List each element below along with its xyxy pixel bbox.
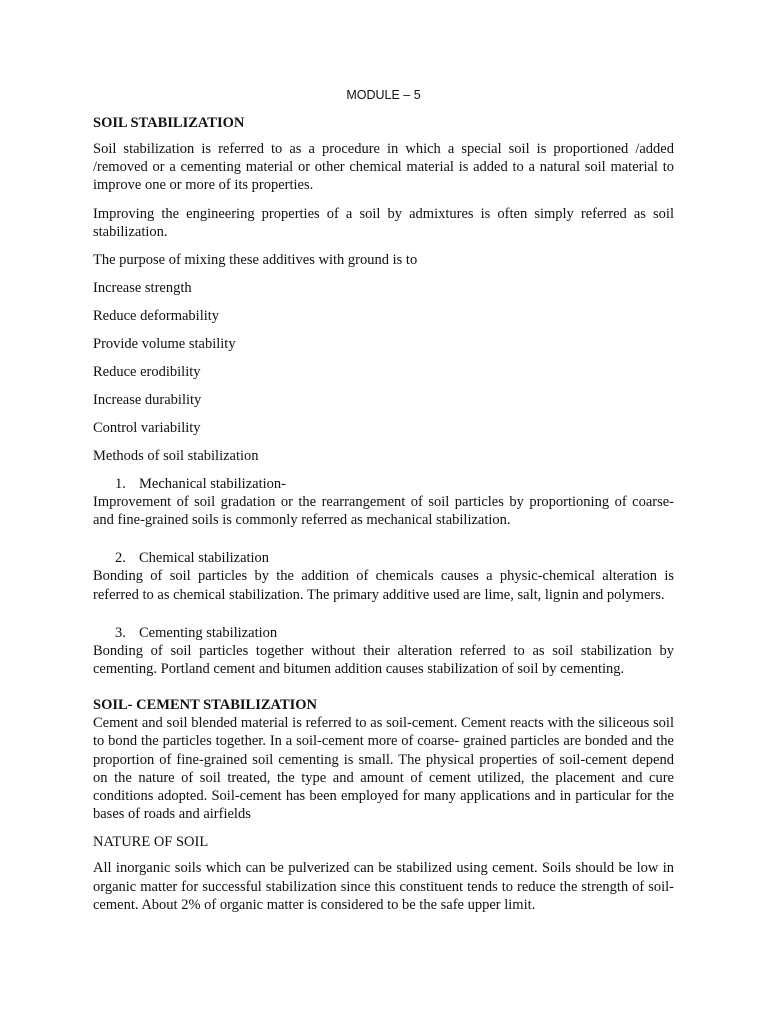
method-body-mechanical: Improvement of soil gradation or the rearrangement of soil particles by proportioning of coarse- and fine-grained soils is commonly referred as mechanical stabilization. (93, 494, 674, 529)
nature-of-soil-heading: NATURE OF SOIL (93, 834, 209, 851)
purpose-item: Reduce deformability (93, 308, 220, 325)
nature-of-soil-paragraph: All inorganic soils which can be pulverized can be stabilized using cement. Soils should be low in organic matter for successful stabilization since this constituent tends to reduce the strength of soil-cement. About 2% of organic matter is considered to be the safe upper limit. (93, 860, 674, 913)
purpose-item: Control variability (93, 420, 201, 437)
soil-stabilization-admixtures-paragraph: Improving the engineering properties of a soil by admixtures is often simply referred as soil stabilization. (93, 205, 674, 240)
purpose-item: Increase durability (93, 392, 202, 409)
module-title: MODULE – 5 (346, 88, 421, 102)
method-title-chemical (93, 549, 674, 567)
purpose-item: Provide volume stability (93, 336, 236, 353)
soil-stabilization-heading: SOIL STABILIZATION (93, 115, 245, 131)
soil-cement-paragraph: Cement and soil blended material is referred to as soil-cement. Cement reacts with the siliceous soil to bond the particles together. In a soil-cement more of coarse- grained particles are bonded and the proportion of fine-grained soil cementing is small. The physical properties of soil-cement depend on the nature of soil treated, the type and amount of cement utilized, the placement and cure conditions adopted. Soil-cement has been employed for many applications and in particular for the bases of roads and airfields (93, 715, 674, 823)
purpose-intro: The purpose of mixing these additives with ground is to (93, 252, 418, 269)
method-title: Chemical stabilization (139, 550, 270, 567)
method-title-cementing (93, 624, 674, 642)
method-body-cementing: Bonding of soil particles together without their alteration referred to as soil stabilization by cementing. Portland cement and bitumen addition causes stabilization of soil by cementing. (93, 642, 674, 678)
soil-stabilization-definition: Soil stabilization is referred to as a procedure in which a special soil is proportioned /added /removed or a cementing material or other chemical material is added to a natural soil material to improve one or more of its properties. (93, 141, 674, 194)
method-title: Cementing stabilization (139, 624, 278, 641)
method-number: 3. (115, 624, 126, 641)
purpose-item: Increase strength (93, 280, 192, 297)
method-title-mechanical (93, 475, 674, 493)
method-title: Mechanical stabilization- (139, 476, 286, 493)
purpose-item: Reduce erodibility (93, 364, 201, 381)
soil-cement-heading: SOIL- CEMENT STABILIZATION (93, 697, 318, 714)
method-number: 1. (115, 476, 126, 493)
methods-intro: Methods of soil stabilization (93, 448, 259, 465)
method-number: 2. (115, 550, 126, 567)
method-body-chemical: Bonding of soil particles by the addition of chemicals causes a physic-chemical alteration is referred to as chemical stabilization. The primary additive used are lime, salt, lignin and polymers. (93, 568, 674, 603)
document-page (93, 86, 674, 924)
